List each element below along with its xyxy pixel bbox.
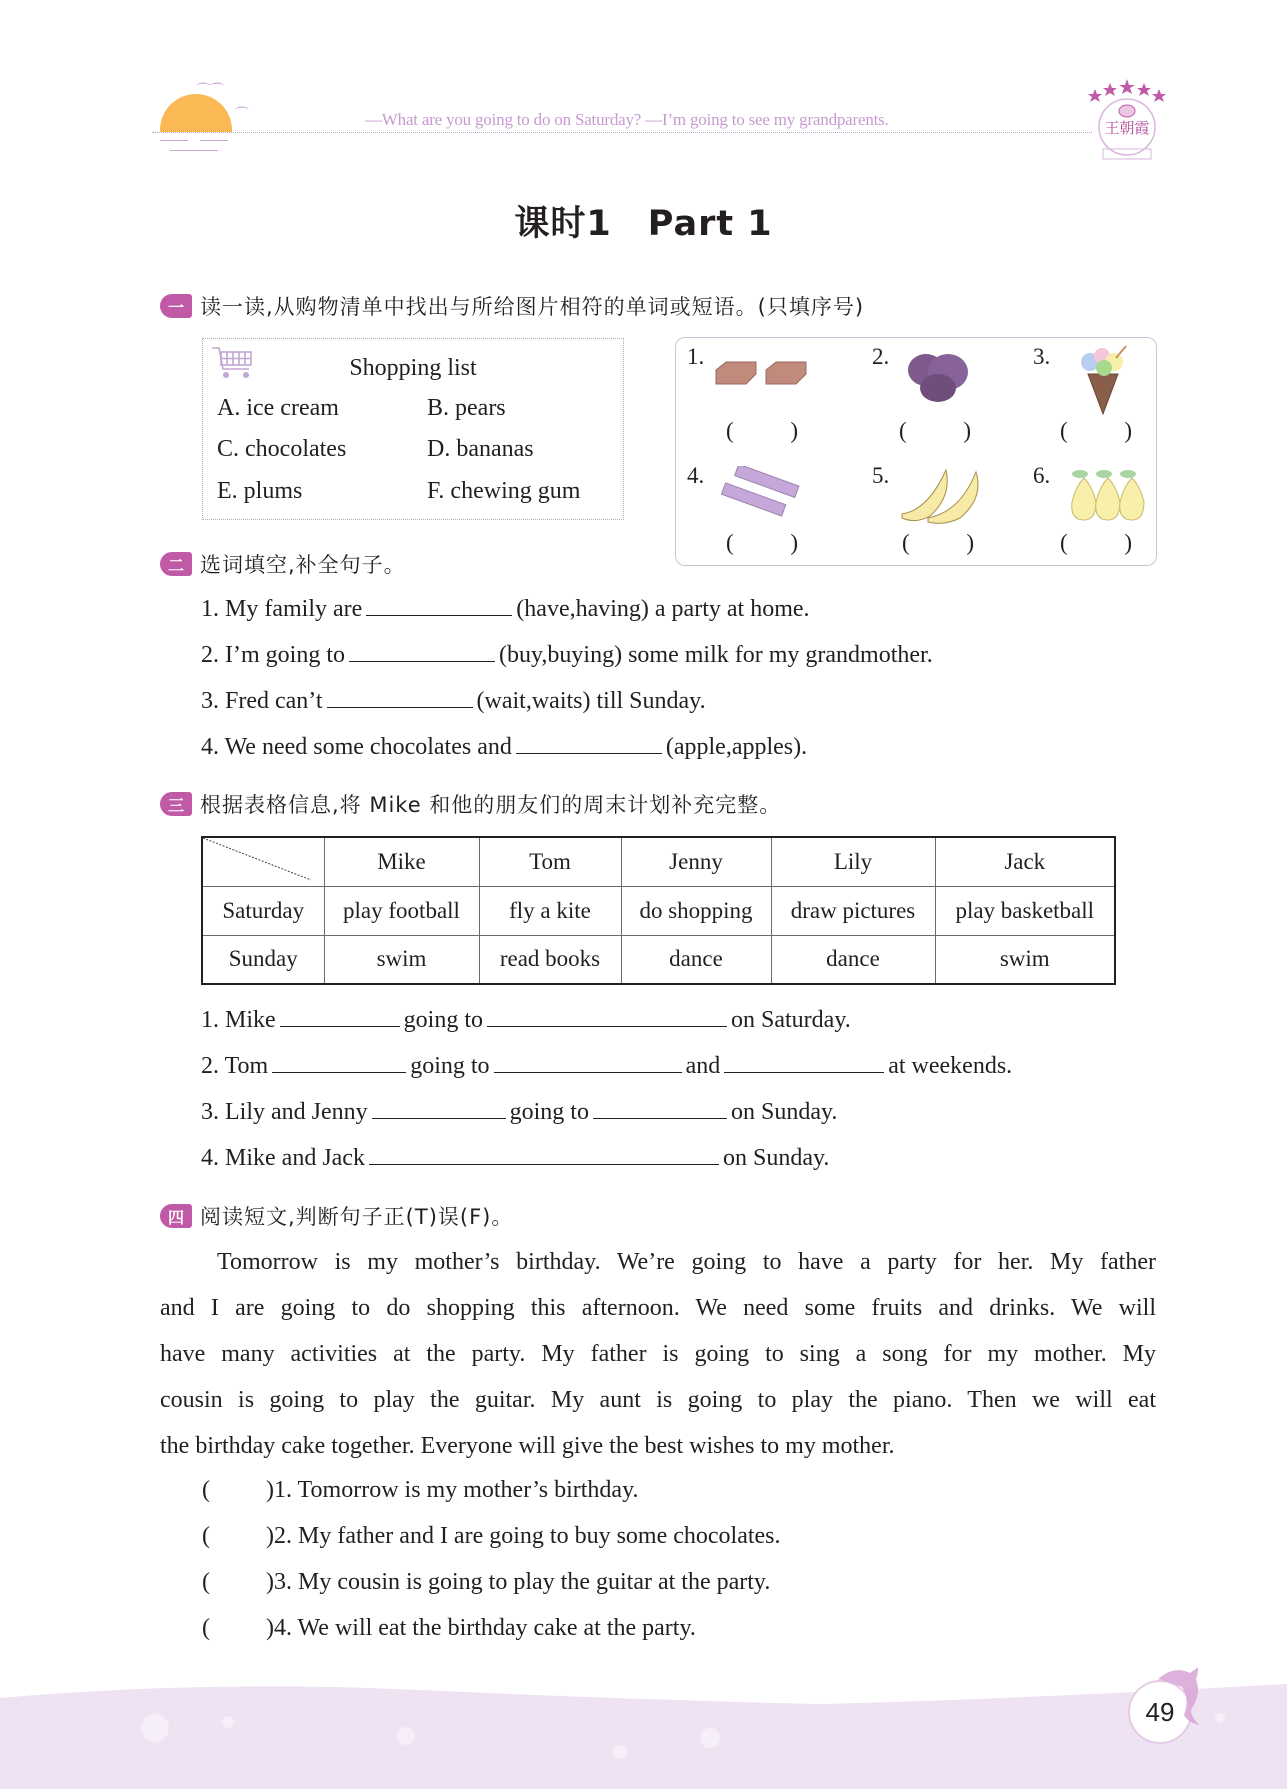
sentence-text: going to: [403, 1007, 484, 1033]
sentence-text: at weekends.: [888, 1053, 1013, 1079]
section-instruction: 根据表格信息,将 Mike 和他的朋友们的周末计划补充完整。: [200, 793, 782, 817]
section-instruction: 阅读短文,判断句子正(T)误(F)。: [200, 1205, 514, 1229]
answer-blank[interactable]: [369, 1144, 719, 1165]
reading-passage: [160, 1239, 1156, 1469]
plan-sentence: [201, 1006, 851, 1034]
bird-icon: ⌒⌒: [196, 83, 224, 99]
statement-text: )2. My father and I are going to buy some chocolates.: [266, 1523, 781, 1549]
table-cell: dance: [621, 935, 771, 984]
answer-paren[interactable]: (: [202, 1477, 210, 1503]
shopping-item: A. ice cream: [217, 395, 339, 421]
shopping-list-box: [202, 338, 624, 520]
answer-paren-open[interactable]: (: [902, 530, 910, 555]
answer-paren-close: ): [790, 530, 798, 555]
answer-paren-open[interactable]: (: [1060, 530, 1068, 555]
sentence-text: 3. Lily and Jenny: [201, 1099, 368, 1125]
section-3-heading: [160, 790, 781, 818]
shopping-item: F. chewing gum: [427, 478, 581, 504]
answer-paren[interactable]: (: [202, 1523, 210, 1549]
answer-blank[interactable]: [516, 733, 662, 754]
statement-text: )3. My cousin is going to play the guitar at the party.: [266, 1569, 771, 1595]
sentence-text: going to: [509, 1099, 589, 1125]
table-cell: do shopping: [621, 886, 771, 935]
publisher-logo: [1085, 75, 1170, 165]
answer-blank[interactable]: [372, 1098, 506, 1119]
sentence-text: 4. Mike and Jack: [201, 1145, 365, 1171]
answer-blank[interactable]: [724, 1052, 884, 1073]
answer-blank[interactable]: [349, 641, 495, 662]
shopping-item: B. pears: [427, 395, 506, 421]
picture-number: 5.: [872, 463, 890, 488]
section-badge: 四: [160, 1204, 192, 1228]
sentence-text: 3. Fred can’t: [201, 688, 323, 714]
picture-number: 2.: [872, 344, 890, 369]
true-false-item: [202, 1615, 696, 1642]
table-header-cell: Tom: [479, 837, 621, 886]
shopping-item: E. plums: [217, 478, 303, 504]
table-header-cell: Jenny: [621, 837, 771, 886]
true-false-item: [202, 1477, 639, 1504]
passage-line: cousin is going to play the guitar. My aunt is going to play the piano. Then we will eat: [160, 1387, 1156, 1413]
statement-text: )4. We will eat the birthday cake at the party.: [266, 1615, 696, 1641]
header-slogan: —What are you going to do on Saturday? —I’m going to see my grandparents.: [365, 110, 889, 129]
section-badge: 三: [160, 792, 192, 816]
picture-number: 4.: [687, 463, 705, 488]
sentence-text: (wait,waits) till Sunday.: [476, 688, 706, 714]
table-cell: Saturday: [202, 886, 324, 935]
diagonal-line: [203, 838, 313, 883]
table-cell: swim: [935, 935, 1115, 984]
sentence-text: (have,having) a party at home.: [516, 596, 810, 622]
sentence-text: going to: [410, 1053, 490, 1079]
table-row: [202, 886, 1115, 935]
answer-blank[interactable]: [366, 595, 512, 616]
plum-icon: [904, 348, 974, 408]
sentence-text: and: [685, 1053, 721, 1079]
pictures-box: [675, 337, 1157, 566]
table-cell: read books: [479, 935, 621, 984]
shopping-item: D. bananas: [427, 436, 534, 462]
answer-blank[interactable]: [327, 687, 473, 708]
table-cell: Sunday: [202, 935, 324, 984]
table-header-row: [202, 837, 1115, 886]
picture-number: 6.: [1033, 463, 1051, 488]
logo-text: 王朝霞: [1104, 119, 1150, 137]
true-false-item: [202, 1523, 781, 1550]
fill-sentence: [201, 595, 810, 623]
picture-number: 3.: [1033, 344, 1051, 369]
table-cell: fly a kite: [479, 886, 621, 935]
section-2-heading: [160, 550, 406, 578]
part-label: Part 1: [647, 204, 773, 244]
true-false-item: [202, 1569, 770, 1596]
bird-icon: ⌒: [235, 107, 249, 123]
picture-number: 1.: [687, 344, 705, 369]
table-cell: draw pictures: [771, 886, 935, 935]
chocolate-icon: [712, 358, 812, 394]
plan-sentence: [201, 1052, 1012, 1080]
table-cell: swim: [324, 935, 479, 984]
answer-paren-close: ): [1124, 530, 1132, 555]
answer-paren-close: ): [790, 418, 798, 443]
section-instruction: 读一读,从购物清单中找出与所给图片相符的单词或短语。(只填序号): [200, 295, 865, 319]
page-title: [0, 196, 1287, 246]
table-cell: play football: [324, 886, 479, 935]
sentence-text: (buy,buying) some milk for my grandmother.: [499, 642, 933, 668]
plan-sentence: [201, 1144, 829, 1172]
table-header-cell: Lily: [771, 837, 935, 886]
answer-blank[interactable]: [593, 1098, 727, 1119]
banana-icon: [898, 466, 988, 526]
table-header-cell: Jack: [935, 837, 1115, 886]
passage-line: and I are going to do shopping this afternoon. We need some fruits and drinks. We will: [160, 1295, 1156, 1321]
answer-paren-open[interactable]: (: [726, 418, 734, 443]
answer-paren-close: ): [966, 530, 974, 555]
lesson-label: 课时1: [514, 204, 612, 244]
water-line: [200, 140, 228, 141]
answer-paren[interactable]: (: [202, 1569, 210, 1595]
shopping-list-title: Shopping list: [349, 355, 477, 381]
answer-blank[interactable]: [280, 1006, 400, 1027]
pear-icon: [1068, 466, 1154, 522]
answer-paren-open[interactable]: (: [1060, 418, 1068, 443]
sentence-text: 1. Mike: [201, 1007, 276, 1033]
table-corner-cell: [202, 837, 324, 886]
sentence-text: on Sunday.: [722, 1145, 830, 1171]
table-header-cell: Mike: [324, 837, 479, 886]
passage-line: Tomorrow is my mother’s birthday. We’re going to have a party for her. My father: [217, 1249, 1156, 1275]
table-cell: play basketball: [935, 886, 1115, 935]
water-line: [160, 140, 188, 141]
statement-text: )1. Tomorrow is my mother’s birthday.: [266, 1477, 639, 1503]
answer-paren-open[interactable]: (: [899, 418, 907, 443]
ice-cream-icon: [1076, 344, 1130, 416]
page-number: 49: [1128, 1680, 1192, 1744]
fill-sentence: [201, 687, 706, 715]
sentence-text: (apple,apples).: [665, 734, 808, 760]
sentence-text: 1. My family are: [201, 596, 363, 622]
shopping-item: C. chocolates: [217, 436, 347, 462]
answer-blank[interactable]: [494, 1052, 682, 1073]
answer-paren-open[interactable]: (: [726, 530, 734, 555]
water-line: [170, 150, 218, 151]
answer-blank[interactable]: [487, 1006, 727, 1027]
table-row: [202, 935, 1115, 984]
answer-paren[interactable]: (: [202, 1615, 210, 1641]
chewing-gum-icon: [720, 466, 804, 522]
passage-line: the birthday cake together. Everyone will give the best wishes to my mother.: [160, 1433, 895, 1459]
section-badge: 一: [160, 294, 192, 318]
section-badge: 二: [160, 552, 192, 576]
header-divider: [152, 132, 1092, 133]
section-4-heading: [160, 1202, 513, 1230]
section-1-heading: [160, 292, 864, 320]
sentence-text: on Saturday.: [731, 1007, 851, 1033]
weekend-plan-table: [201, 836, 1116, 985]
answer-paren-close: ): [963, 418, 971, 443]
section-instruction: 选词填空,补全句子。: [200, 553, 406, 577]
answer-blank[interactable]: [272, 1052, 406, 1073]
footer-wave: [0, 1680, 1287, 1789]
sentence-text: on Sunday.: [730, 1099, 838, 1125]
table-cell: dance: [771, 935, 935, 984]
fill-sentence: [201, 733, 807, 761]
plan-sentence: [201, 1098, 837, 1126]
sentence-text: 2. I’m going to: [201, 642, 345, 668]
answer-paren-close: ): [1124, 418, 1132, 443]
dolphin-icon: [1150, 1665, 1210, 1735]
sentence-text: 2. Tom: [201, 1053, 269, 1079]
fill-sentence: [201, 641, 933, 669]
sentence-text: 4. We need some chocolates and: [201, 734, 512, 760]
passage-line: have many activities at the party. My father is going to sing a song for my mother. My: [160, 1341, 1156, 1367]
